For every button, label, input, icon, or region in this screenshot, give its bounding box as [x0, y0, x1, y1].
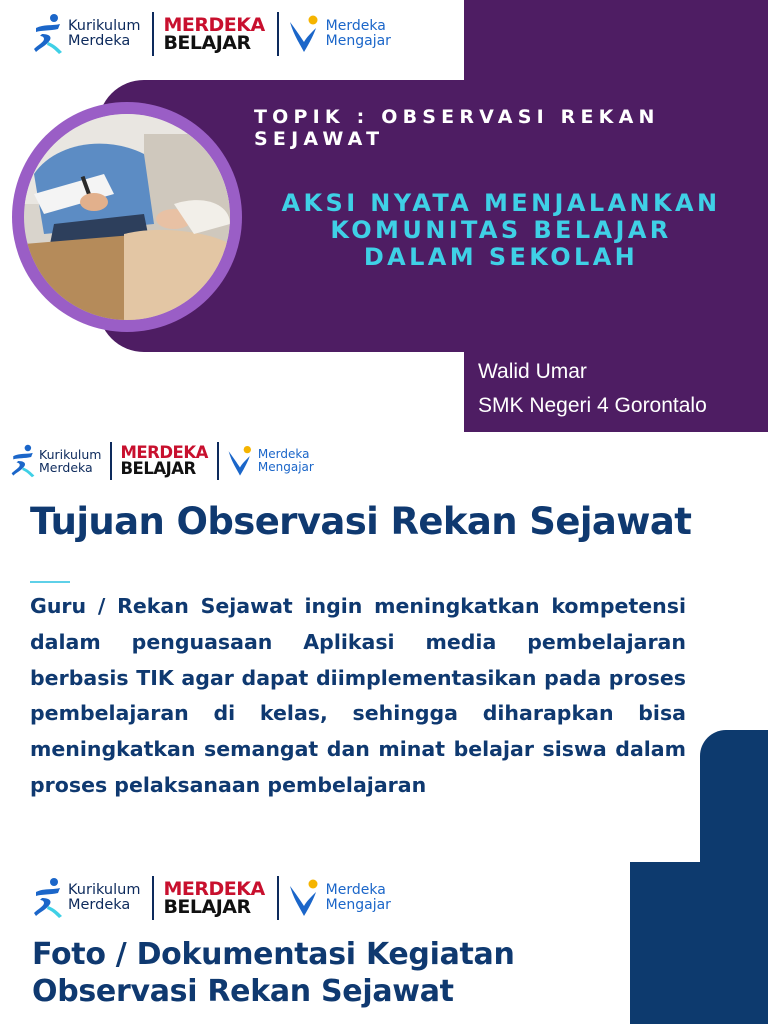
merdeka-mengajar-logo — [288, 14, 391, 54]
merdeka-belajar-logo: MERDEKA BELAJAR — [163, 13, 265, 54]
kurikulum-merdeka-logo — [10, 443, 101, 479]
section-title: Tujuan Observasi Rekan Sejawat — [30, 500, 692, 543]
merdeka-mengajar-text: Merdeka Mengajar — [325, 882, 391, 913]
accent-line — [30, 581, 70, 583]
merdeka-mengajar-icon — [288, 14, 320, 54]
meeting-photo-illustration — [24, 114, 230, 320]
logo-bar-top — [32, 12, 391, 56]
merdeka-mengajar-icon — [227, 444, 253, 478]
merdeka-belajar-logo: MERDEKA BELAJAR — [120, 443, 208, 478]
kurikulum-merdeka-icon — [32, 12, 64, 56]
logo-separator — [277, 876, 279, 920]
logo-separator — [110, 442, 112, 480]
merdeka-mengajar-logo — [227, 444, 314, 478]
merdeka-mengajar-text: Merdeka Mengajar — [257, 447, 314, 474]
logo-bar-bottom — [32, 876, 391, 920]
logo-separator — [152, 12, 154, 56]
navy-block-wide — [630, 862, 768, 1024]
cover-headline: AKSI NYATA MENJALANKAN KOMUNITAS BELAJAR DALAM SEKOLAH — [281, 189, 721, 271]
merdeka-belajar-logo: MERDEKA BELAJAR — [163, 877, 265, 918]
kurikulum-merdeka-text: Kurikulum Merdeka — [68, 17, 141, 49]
kurikulum-merdeka-text: Kurikulum Merdeka — [68, 881, 141, 913]
kurikulum-merdeka-logo — [32, 12, 140, 56]
documentation-title: Foto / Dokumentasi Kegiatan Observasi Rekan Sejawat — [32, 937, 515, 1009]
merdeka-mengajar-logo — [288, 878, 391, 918]
logo-separator — [152, 876, 154, 920]
school-name: SMK Negeri 4 Gorontalo — [478, 394, 707, 417]
meeting-photo — [24, 114, 230, 320]
goal-paragraph: Guru / Rekan Sejawat ingin meningkatkan kompetensi dalam penguasaan Aplikasi media pembelajaran berbasis TIK agar dapat diimplementasikan pada proses pembelajaran di kelas, sehingga diharapkan bisa meningkatkan semangat dan minat belajar siswa dalam proses pelaksanaan pembelajaran — [30, 594, 686, 797]
merdeka-mengajar-text: Merdeka Mengajar — [325, 18, 391, 49]
kurikulum-merdeka-icon — [10, 443, 36, 479]
logo-separator — [277, 12, 279, 56]
topic-label: TOPIK : OBSERVASI REKAN SEJAWAT — [254, 106, 660, 150]
logo-bar-middle — [10, 442, 314, 480]
kurikulum-merdeka-logo — [32, 876, 140, 920]
author-name: Walid Umar — [478, 360, 587, 383]
logo-separator — [217, 442, 219, 480]
kurikulum-merdeka-text: Kurikulum Merdeka — [39, 446, 102, 475]
kurikulum-merdeka-icon — [32, 876, 64, 920]
merdeka-mengajar-icon — [288, 878, 320, 918]
